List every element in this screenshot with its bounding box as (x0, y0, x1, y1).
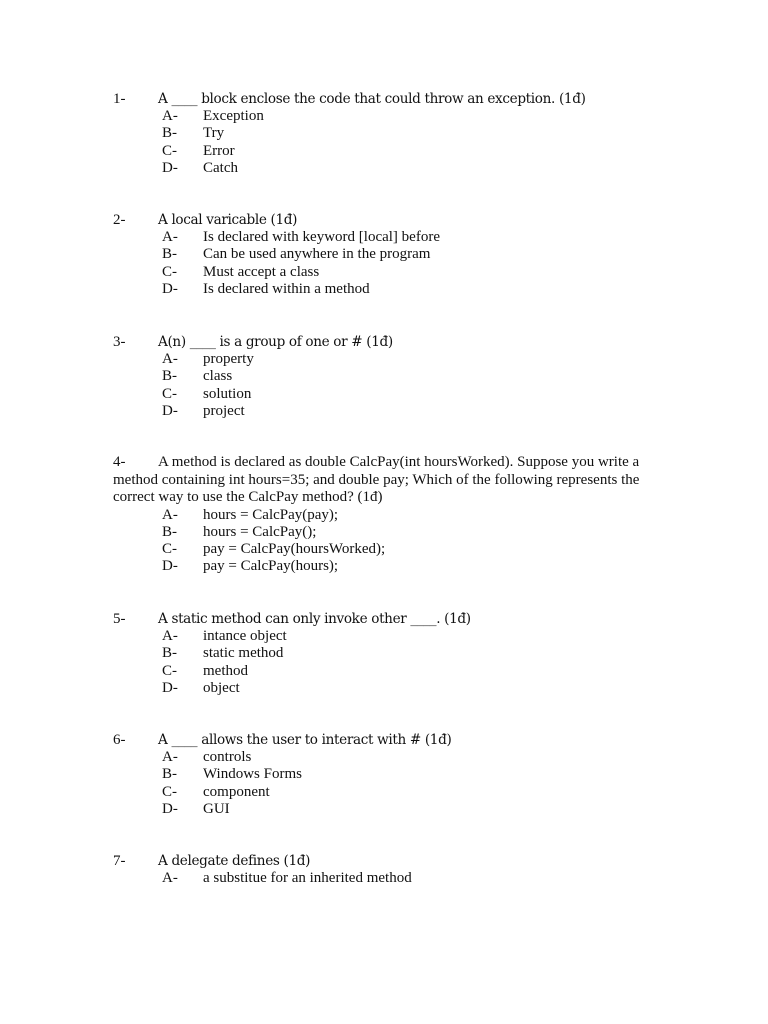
option-b (113, 368, 653, 385)
option-d (113, 160, 653, 177)
option-letter: D- (162, 558, 178, 575)
option-letter: A- (162, 229, 178, 245)
question-4 (113, 454, 653, 576)
option-letter: C- (162, 662, 177, 679)
option-text: pay = CalcPay(hoursWorked); (203, 541, 386, 558)
option-c (113, 784, 653, 801)
option-d (113, 403, 653, 420)
option-b (113, 125, 653, 142)
option-c (113, 264, 653, 281)
question-number: 3- (113, 334, 126, 350)
option-text: Is declared with keyword [local] before (203, 229, 440, 245)
option-letter: A- (162, 749, 178, 765)
option-letter: A- (162, 870, 178, 886)
option-text: pay = CalcPay(hours); (203, 558, 339, 575)
option-text: Can be used anywhere in the program (203, 246, 431, 263)
question-3 (113, 333, 653, 420)
question-number: 2- (113, 212, 126, 228)
option-a (113, 108, 653, 125)
option-a (113, 351, 653, 368)
question-number: 5- (113, 611, 126, 627)
option-letter: C- (162, 263, 177, 280)
option-text: component (203, 783, 270, 800)
option-letter: C- (162, 783, 177, 800)
option-d (113, 558, 653, 575)
option-text: project (203, 402, 245, 419)
option-letter: B- (162, 645, 177, 662)
question-text: A ____ allows the user to interact with # (1đ) (158, 732, 452, 748)
option-a (113, 507, 653, 524)
option-text: hours = CalcPay(pay); (203, 506, 339, 523)
question-text: A ____ block enclose the code that could throw an exception. (1đ) (158, 91, 586, 107)
option-a (113, 229, 653, 246)
option-b (113, 645, 653, 662)
option-a (113, 749, 653, 766)
option-letter: B- (162, 523, 177, 540)
option-text: method (203, 662, 248, 679)
option-letter: D- (162, 679, 178, 696)
option-a (113, 628, 653, 645)
option-text: GUI (203, 800, 230, 817)
option-letter: A- (162, 628, 178, 644)
question-text: A delegate defines (1đ) (158, 853, 311, 869)
question-2 (113, 211, 653, 298)
question-number: 6- (113, 732, 126, 748)
option-letter: C- (162, 541, 177, 558)
option-text: property (203, 351, 254, 367)
option-letter: B- (162, 766, 177, 783)
option-text: Windows Forms (203, 766, 302, 783)
option-d (113, 801, 653, 818)
option-text: a substitue for an inherited method (203, 870, 412, 886)
option-text: Catch (203, 159, 238, 176)
question-text: A static method can only invoke other ____. (1đ) (158, 611, 471, 627)
option-text: Is declared within a method (203, 280, 370, 297)
option-text: Must accept a class (203, 263, 320, 280)
option-text: Try (203, 125, 225, 142)
option-d (113, 680, 653, 697)
question-text: A method is declared as double CalcPay(int hoursWorked). Suppose you write a method containing int hours=35; and double pay; Which of the following represents the correct way to use the CalcPay method? (1đ) (113, 454, 640, 505)
option-letter: A- (162, 506, 178, 523)
option-letter: D- (162, 800, 178, 817)
question-number: 1- (113, 91, 126, 107)
option-text: Error (203, 142, 235, 159)
option-c (113, 663, 653, 680)
option-letter: D- (162, 280, 178, 297)
question-text: A(n) ____ is a group of one or # (1đ) (158, 334, 393, 350)
option-c (113, 541, 653, 558)
option-text: solution (203, 385, 252, 402)
question-text-block: 4- A method is declared as double CalcPay(int hoursWorked). Suppose you write a method containing int hours=35; and double pay; Which of the following represents the correct way to use the CalcPay method? (1đ) (113, 454, 640, 505)
option-text: object (203, 679, 240, 696)
option-letter: B- (162, 368, 177, 385)
option-d (113, 281, 653, 298)
option-letter: A- (162, 108, 178, 124)
option-text: static method (203, 645, 284, 662)
option-c (113, 143, 653, 160)
option-letter: B- (162, 125, 177, 142)
option-text: controls (203, 749, 252, 765)
question-number: 7- (113, 853, 126, 869)
option-c (113, 386, 653, 403)
option-text: intance object (203, 628, 287, 644)
option-letter: D- (162, 402, 178, 419)
question-6 (113, 731, 653, 818)
option-letter: C- (162, 142, 177, 159)
option-letter: C- (162, 385, 177, 402)
option-letter: D- (162, 159, 178, 176)
option-b (113, 246, 653, 263)
option-text: hours = CalcPay(); (203, 523, 317, 540)
question-text: A local varicable (1đ) (158, 212, 298, 228)
question-7 (113, 852, 653, 887)
option-text: class (203, 368, 233, 385)
option-text: Exception (203, 108, 264, 124)
question-1 (113, 90, 653, 177)
option-b (113, 524, 653, 541)
option-letter: B- (162, 246, 177, 263)
question-5 (113, 610, 653, 697)
option-a (113, 870, 653, 887)
option-b (113, 766, 653, 783)
option-letter: A- (162, 351, 178, 367)
